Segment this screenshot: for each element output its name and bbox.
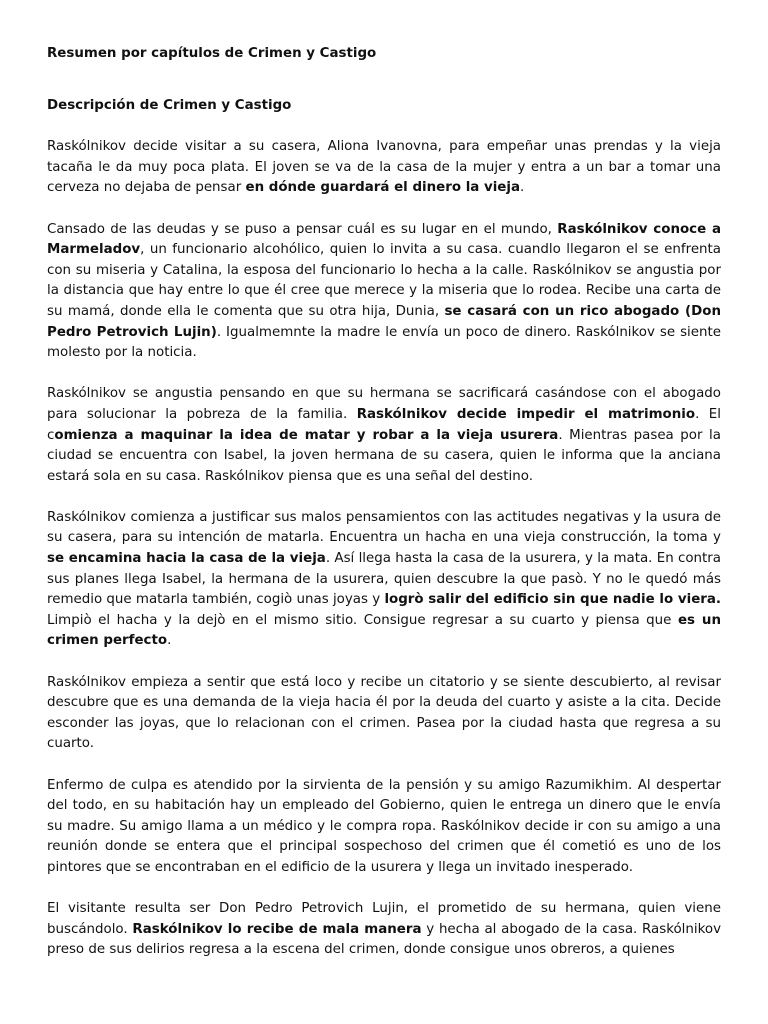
text-run: Raskólnikov empieza a sentir que está loco y recibe un citatorio y se siente descubierto, al revisar descubre que es una demanda de la vieja hacia él por la deuda del cuarto y asiste a la cita. Decide esconder las joyas, que lo relacionan con el crimen. Pasea por la ciudad hasta que regresa a su cuarto. (47, 674, 721, 752)
text-run: El visitante resulta ser Don Pedro Petrovich Lujin, el prometido de su hermana, quien viene buscándolo. (47, 901, 721, 937)
bold-text: Raskólnikov decide impedir el matrimonio (356, 406, 696, 422)
paragraph (47, 899, 721, 961)
text-run: . Mientras pasea por la ciudad se encuentra con Isabel, la joven hermana de su casera, quien le informa que la anciana estará sola en su casa. Raskólnikov piensa que es una señal del destino. (47, 427, 721, 484)
text-run: Raskólnikov se angustia pensando en que su hermana se sacrificará casándose con el abogado para solucionar la pobreza de la familia. (47, 386, 721, 422)
text-run: Raskólnikov comienza a justificar sus malos pensamientos con las actitudes negativas y la usura de su casera, para su intención de matarla. Encuentra un hacha en una vieja construcción, la toma y (47, 509, 721, 546)
text-run: . El c (47, 406, 721, 443)
bold-text: Raskólnikov conoce a Marmeladov (47, 221, 721, 258)
text-run: . Así llega hasta la casa de la usurera, y la mata. En contra sus planes llega Isabel, la hermana de la usurera, quien descubre la que pasò. Y no le quedó más remedio que matarla también, cogiò unas joyas y (47, 551, 721, 608)
bold-text: Raskólnikov lo recibe de mala manera (132, 921, 422, 937)
bold-text: logrò salir del edificio sin que nadie lo viera. (384, 592, 721, 608)
text-run: Enfermo de culpa es atendido por la sirvienta de la pensión y su amigo Razumikhim. Al despertar del todo, en su habitación hay un empleado del Gobierno, quien le entrega un dinero que le envía su madre. Su amigo llama a un médico y le compra ropa. Raskólnikov decide ir con su amigo a una reunión donde se entera que el principal sospechoso del crimen que él cometió es uno de los pintores que se encontraban en el edificio de la usurera y llega un invitado inesperado. (47, 777, 721, 875)
paragraph (47, 673, 721, 755)
paragraph (47, 384, 721, 487)
bold-text: es un crimen perfecto (47, 612, 721, 649)
paragraph (47, 508, 721, 652)
text-run: . Igualmemnte la madre le envía un poco de dinero. Raskólnikov se siente molesto por la noticia. (47, 324, 721, 361)
document-title: Resumen por capítulos de Crimen y Castigo (47, 46, 377, 61)
document-page (47, 44, 721, 982)
paragraph (47, 220, 721, 364)
text-run: . (167, 633, 172, 649)
bold-text: se encamina hacia la casa de la vieja (47, 551, 326, 567)
text-run: , un funcionario alcohólico, quien lo invita a su casa. cuandlo llegaron el se enfrenta con su miseria y Catalina, la esposa del funcionario lo hecha a la calle. Raskólnikov se angustia por la distancia que hay entre lo que él cree que merece y la miseria que lo rodea. Recibe una carta de su mamá, donde ella le comenta que su otra hija, Dunia, (47, 242, 721, 319)
bold-text: en dónde guardará el dinero la vieja (245, 180, 521, 196)
bold-text: omienza a maquinar la idea de matar y robar a la vieja usurera (54, 427, 559, 443)
text-run: y hecha al abogado de la casa. Raskólnikov preso de sus delirios regresa a la escena del crimen, donde consigue unos obreros, a quienes (47, 921, 722, 958)
text-run: Limpiò el hacha y la dejò en el mismo sitio. Consigue regresar a su cuarto y piensa que (47, 612, 678, 628)
document-subtitle: Descripción de Crimen y Castigo (47, 97, 292, 113)
paragraph (47, 776, 721, 879)
text-run: Cansado de las deudas y se puso a pensar cuál es su lugar en el mundo, (47, 221, 558, 237)
text-run: Raskólnikov decide visitar a su casera, Aliona Ivanovna, para empeñar unas prendas y la vieja tacaña le da muy poca plata. El joven se va de la casa de la mujer y entra a un bar a tomar una cerveza no dejaba de pensar (47, 139, 721, 196)
document-body (47, 137, 721, 961)
text-run: . (520, 180, 525, 196)
paragraph (47, 137, 721, 199)
bold-text: se casará con un rico abogado (Don Pedro Petrovich Lujin) (47, 303, 721, 340)
